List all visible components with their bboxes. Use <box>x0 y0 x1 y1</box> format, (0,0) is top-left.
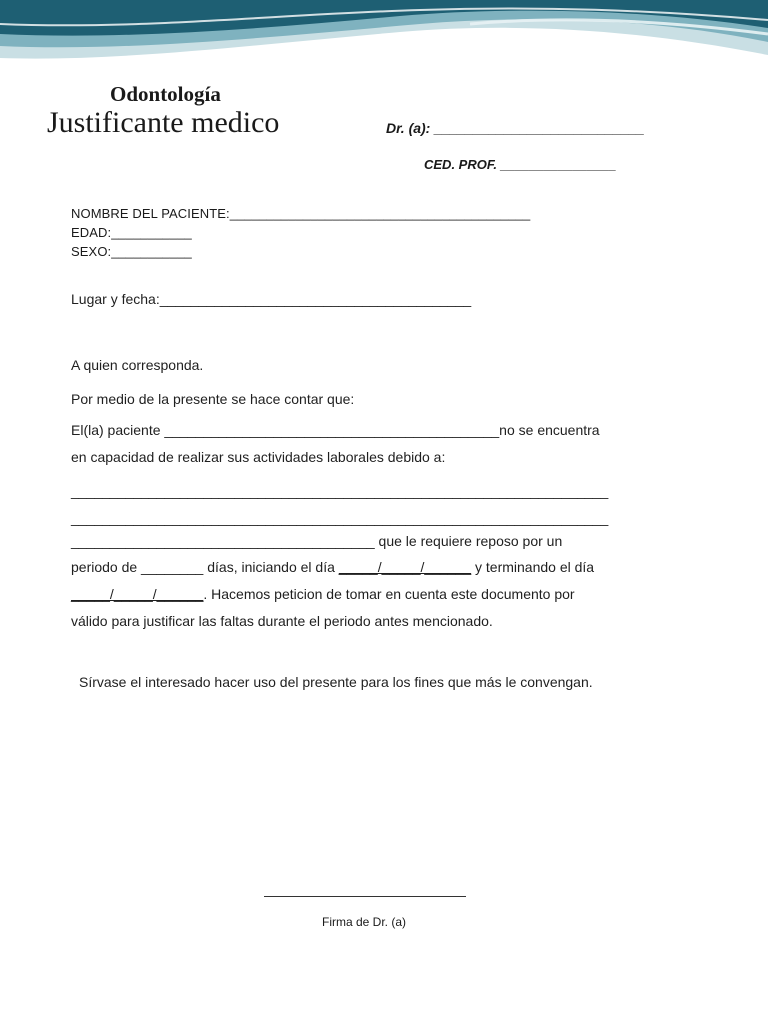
patient-line: El(la) paciente ___________________________________________no se encuentra <box>71 422 600 438</box>
header-wave-decoration <box>0 0 768 80</box>
patient-name-field: NOMBRE DEL PACIENTE:_________________________________________ <box>71 206 531 221</box>
age-field: EDAD:___________ <box>71 225 192 240</box>
place-date-field: Lugar y fecha:________________________________________ <box>71 291 472 307</box>
validity-line: válido para justificar las faltas durante el periodo antes mencionado. <box>71 613 493 629</box>
period-text-a: periodo de ________ días, iniciando el día <box>71 559 339 575</box>
signature-line <box>264 896 466 897</box>
reason-blank-line-2: _____________________________________________________________________ <box>71 510 609 526</box>
clinic-name: Odontología <box>110 82 221 106</box>
salutation: A quien corresponda. <box>71 357 204 373</box>
doctor-name-field: Dr. (a): ___________________________ <box>386 120 645 136</box>
document-title: Justificante medico <box>47 106 280 139</box>
request-text: . Hacemos peticion de tomar en cuenta este documento por <box>203 586 575 602</box>
request-line <box>71 586 575 602</box>
rest-line: _______________________________________ que le requiere reposo por un <box>71 533 563 549</box>
reason-blank-line-1: _____________________________________________________________________ <box>71 483 609 499</box>
signature-label: Firma de Dr. (a) <box>321 915 406 929</box>
closing-line: Sírvase el interesado hacer uso del presente para los fines que más le convengan. <box>79 674 593 690</box>
end-date-field: _____/_____/______ <box>71 586 204 602</box>
capacity-line: en capacidad de realizar sus actividades laborales debido a: <box>71 449 446 465</box>
cedula-field: CED. PROF. ________________ <box>424 157 617 172</box>
start-date-field: _____/_____/______ <box>338 559 472 575</box>
sex-field: SEXO:___________ <box>71 244 192 259</box>
period-text-b: y terminando el día <box>471 559 595 575</box>
period-line <box>71 559 594 575</box>
intro-line: Por medio de la presente se hace contar que: <box>71 391 355 407</box>
